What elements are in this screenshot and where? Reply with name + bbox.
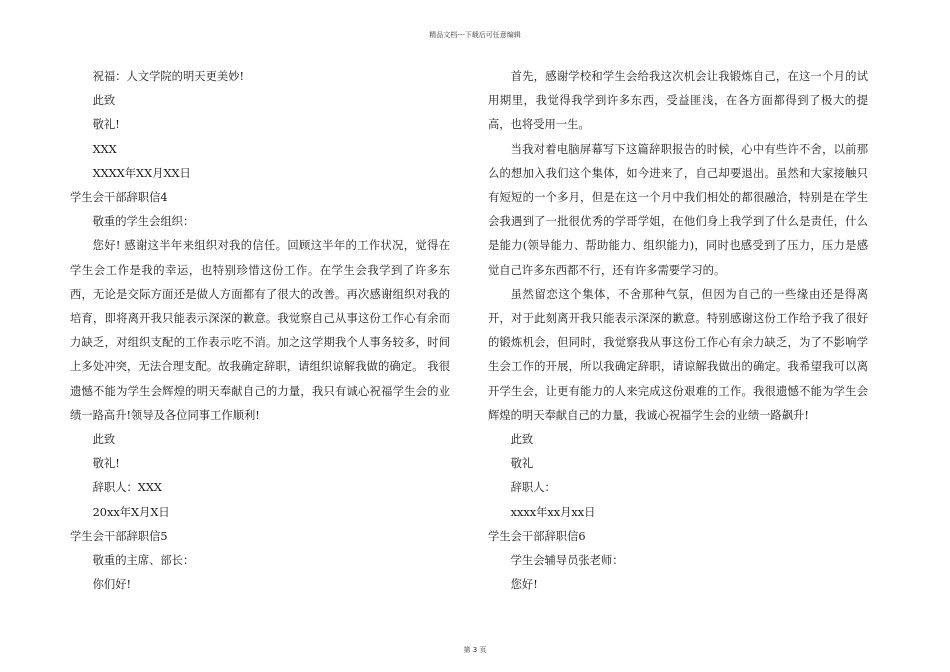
- paragraph: XXX: [92, 142, 117, 156]
- paragraph: 敬重的学生会组织：: [92, 215, 195, 229]
- paragraph: 敬礼!: [92, 457, 120, 471]
- paragraph: 您好! 感谢这半年来组织对我的信任。回顾这半年的工作状况，觉得在学生会工作是我的幸运，也特别珍惜这份工作。在学生会我学到了许多东西，无论是交际方面还是做人方面都有了很大的改善。再次感谢组织对我的培育，即将离开我只能表示深深的歉意。我觉察自己从事这份工作心有余而力缺乏，对组织支配的工作表示吃不消。加之这学期我个人事务较多，时间上多处冲突，无法合理支配。故我确定辞职，请组织谅解我做的确定。 我很遗憾不能为学生会辉煌的明天奉献自己的力量，我只有诚心祝福学生会的业绩一路高升!领导及各位同事工作顺利!: [70, 239, 450, 422]
- page-header: 精品文档---下载后可任意编辑: [429, 31, 521, 39]
- paragraph: 此致: [510, 433, 534, 447]
- paragraph: 敬重的主席、部长：: [92, 554, 195, 568]
- paragraph: 敬礼: [510, 457, 534, 471]
- section-heading: 学生会干部辞职信5: [70, 529, 168, 543]
- paragraph: 20xx年X月X日: [92, 505, 170, 519]
- right-column: [488, 65, 868, 597]
- paragraph: 辞职人：XXX: [92, 481, 162, 495]
- paragraph: 辞职人：: [510, 481, 556, 495]
- paragraph: xxxx年xx月xx日: [510, 505, 596, 519]
- paragraph: 首先，感谢学校和学生会给我这次机会让我锻炼自己，在这一个月的试用期里，我觉得我学到许多东西，受益匪浅，在各方面都得到了极大的提高，也将受用一生。: [488, 70, 868, 132]
- paragraph: XXXX年XX月XX日: [92, 166, 191, 180]
- paragraph: 当我对着电脑屏幕写下这篇辞职报告的时候，心中有些许不舍，以前那么的想加入我们这个集体，如今进来了，自己却要退出。虽然和大家接触只有短短的一个多月，但是在这一个月中我们相处的都很融洽，特别是在学生会我遇到了一批很优秀的学哥学姐，在他们身上我学到了什么是责任，什么是能力(领导能力、帮助能力、组织能力)，同时也感受到了压力，压力是感觉自己许多东西都不行，还有许多需要学习的。: [488, 142, 868, 277]
- section-heading: 学生会干部辞职信6: [488, 529, 586, 543]
- paragraph: 虽然留恋这个集体，不舍那种气氛，但因为自己的一些缘由还是得离开，对于此刻离开我只能表示深深的歉意。特别感谢这份工作给予我了很好的锻炼机会，但同时，我觉察我从事这份工作心有余力缺乏，为了不影响学生会工作的开展，所以我确定辞职，请谅解我做出的确定。我希望我可以离开学生会，让更有能力的人来完成这份艰难的工作。我很遗憾不能为学生会辉煌的明天奉献自己的力量，我诚心祝福学生会的业绩一路飙升!: [488, 287, 868, 422]
- paragraph: 敬礼!: [92, 118, 120, 132]
- paragraph: 祝福：人文学院的明天更美妙!: [92, 70, 244, 83]
- left-column: [70, 65, 450, 597]
- paragraph: 此致: [92, 94, 116, 108]
- page-number: 第 3 页: [463, 646, 487, 654]
- paragraph: 您好!: [510, 578, 538, 592]
- paragraph: 学生会辅导员张老师：: [510, 554, 624, 568]
- paragraph: 你们好!: [92, 578, 132, 592]
- paragraph: 此致: [92, 433, 116, 447]
- section-heading: 学生会干部辞职信4: [70, 191, 168, 205]
